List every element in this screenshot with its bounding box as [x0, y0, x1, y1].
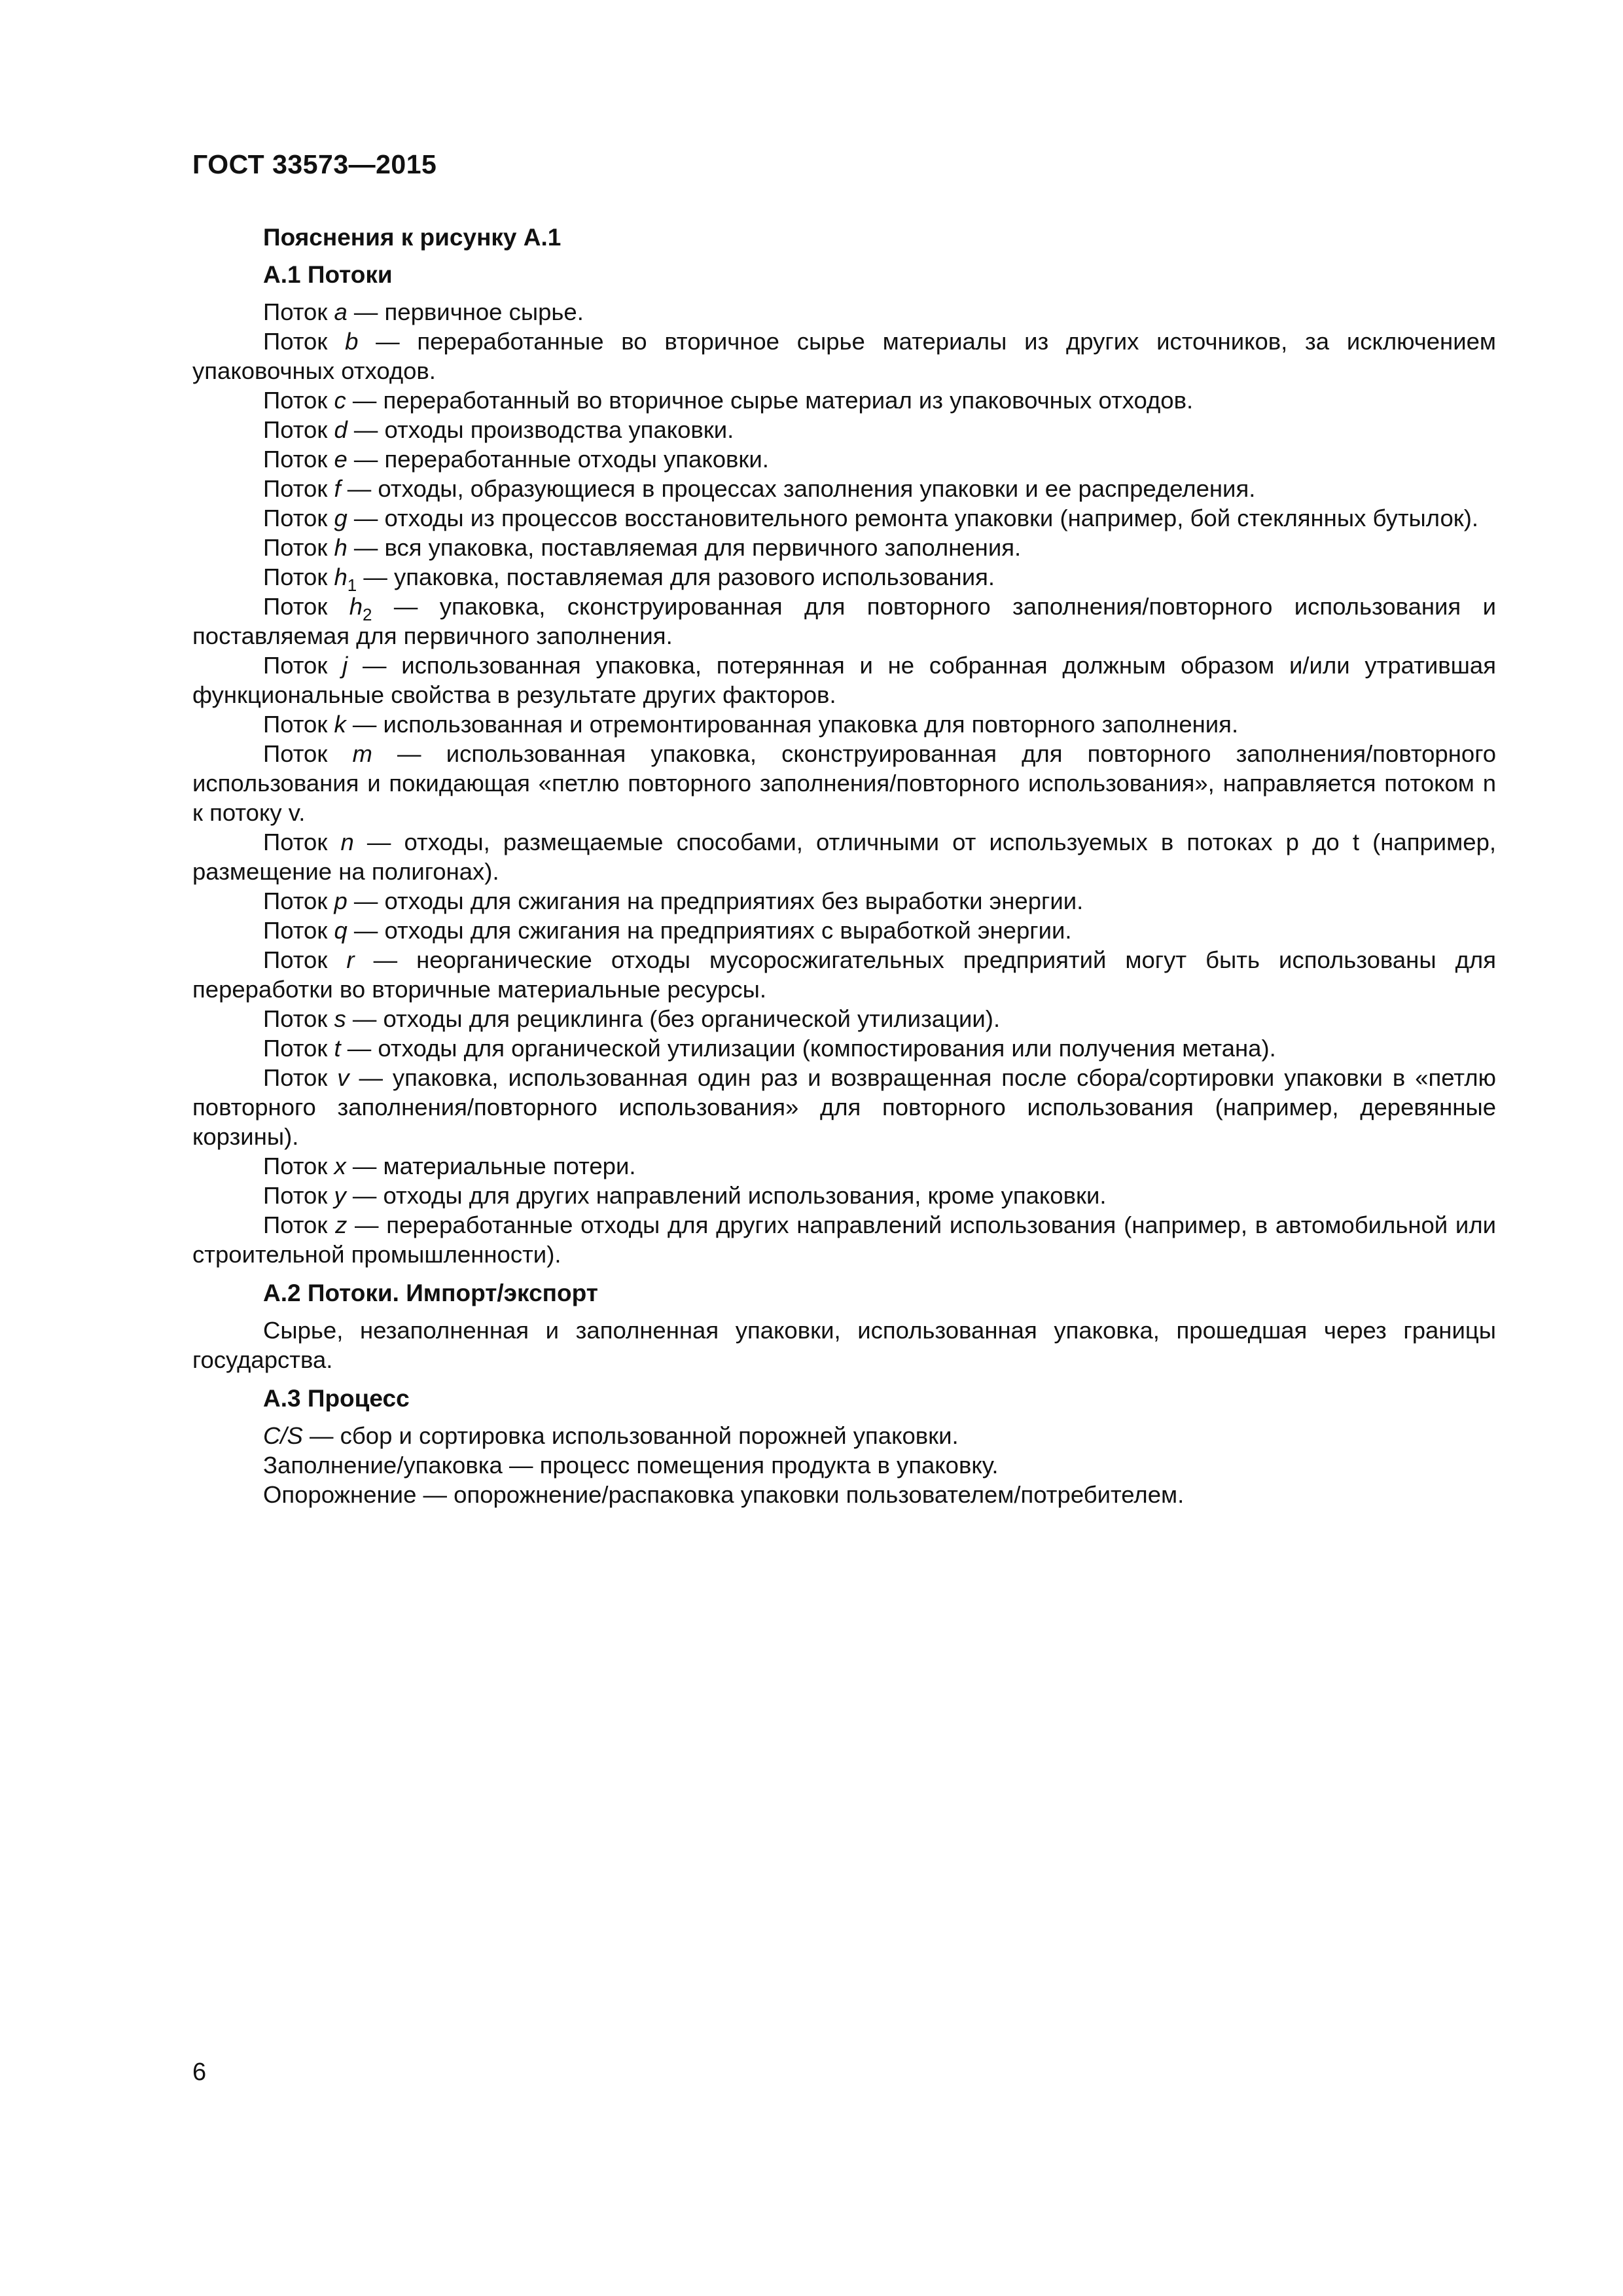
flow-term: g	[334, 505, 348, 531]
section-import-export-heading: А.2 Потоки. Импорт/экспорт	[263, 1280, 598, 1306]
flow-item	[192, 1033, 1496, 1063]
flow-prefix: Поток	[263, 328, 346, 355]
flow-prefix: Поток	[263, 946, 347, 973]
flow-item	[192, 415, 1496, 444]
flow-prefix: Поток	[263, 917, 334, 944]
flow-term: p	[334, 888, 348, 914]
flow-prefix: Поток	[263, 711, 334, 738]
flow-description: — отходы производства упаковки.	[347, 416, 734, 443]
process-item	[192, 1421, 1496, 1450]
flow-item	[192, 827, 1496, 886]
flow-prefix: Поток	[263, 446, 334, 473]
flow-item	[192, 386, 1496, 415]
flow-item	[192, 1063, 1496, 1151]
flow-item	[192, 739, 1496, 827]
flow-prefix: Поток	[263, 593, 349, 620]
flow-term-subscript: 2	[363, 605, 372, 624]
flow-list	[192, 297, 1496, 1269]
flow-description: — использованная упаковка, потерянная и не собранная должным образом и/или утратившая функциональные свойства в результате других факторов.	[192, 652, 1496, 708]
flow-term: c	[334, 387, 346, 414]
flow-term: j	[342, 652, 348, 679]
flow-term: y	[334, 1182, 346, 1209]
flow-item	[192, 1004, 1496, 1033]
flow-description: — отходы для сжигания на предприятиях с выработкой энергии.	[347, 917, 1072, 944]
flow-item	[192, 533, 1496, 562]
explanations-title: Пояснения к рисунку А.1	[263, 224, 562, 251]
flow-term: h	[334, 564, 348, 590]
flow-description: — отходы, образующиеся в процессах заполнения упаковки и ее распределения.	[340, 475, 1256, 502]
document-body	[192, 223, 1496, 1509]
flow-description: — отходы для рециклинга (без органической утилизации).	[346, 1005, 1001, 1032]
flow-term: e	[334, 446, 348, 473]
flow-prefix: Поток	[263, 1182, 334, 1209]
flow-term: h	[334, 534, 348, 561]
flow-term: b	[345, 328, 359, 355]
flow-term: x	[334, 1153, 346, 1179]
import-export-paragraph: Сырье, незаполненная и заполненная упаковки, использованная упаковка, прошедшая через границы государства.	[192, 1317, 1496, 1373]
flow-item	[192, 592, 1496, 651]
section-process-heading: А.3 Процесс	[263, 1385, 410, 1412]
flow-item	[192, 327, 1496, 386]
flow-prefix: Поток	[263, 888, 334, 914]
flow-description: — использованная и отремонтированная упаковка для повторного заполнения.	[346, 711, 1239, 738]
flow-description: — отходы для сжигания на предприятиях без выработки энергии.	[347, 888, 1084, 914]
flow-item	[192, 886, 1496, 916]
flow-description: — переработанный во вторичное сырье материал из упаковочных отходов.	[346, 387, 1194, 414]
flow-prefix: Поток	[263, 1153, 334, 1179]
flow-item	[192, 709, 1496, 739]
flow-item	[192, 1181, 1496, 1210]
page-number: 6	[192, 2058, 207, 2086]
flow-term-subscript: 1	[347, 575, 357, 595]
process-description: — сбор и сортировка использованной порожней упаковки.	[302, 1422, 959, 1449]
flow-description: — отходы, размещаемые способами, отличными от используемых в потоках p до t (например, размещение на полигонах).	[192, 829, 1497, 885]
flow-item	[192, 916, 1496, 945]
process-description: Заполнение/упаковка — процесс помещения продукта в упаковку.	[263, 1452, 999, 1479]
flow-term: s	[334, 1005, 346, 1032]
document-code-header: ГОСТ 33573—2015	[192, 149, 437, 179]
flow-item	[192, 503, 1496, 533]
flow-description: — вся упаковка, поставляемая для первичного заполнения.	[347, 534, 1022, 561]
flow-prefix: Поток	[263, 1035, 334, 1062]
process-description: Опорожнение — опорожнение/распаковка упаковки пользователем/потребителем.	[263, 1481, 1185, 1508]
section-flows-heading: А.1 Потоки	[263, 261, 393, 288]
flow-item	[192, 651, 1496, 709]
process-item	[192, 1480, 1496, 1509]
flow-term: z	[335, 1211, 348, 1238]
flow-term: f	[334, 475, 341, 502]
flow-prefix: Поток	[263, 740, 353, 767]
flow-prefix: Поток	[263, 475, 334, 502]
process-item	[192, 1450, 1496, 1480]
flow-term: h	[349, 593, 363, 620]
flow-description: — использованная упаковка, сконструированная для повторного заполнения/повторного использования и покидающая «петлю повторного заполнения/повторного использования», направляется потоком n к потоку v.	[192, 740, 1497, 826]
flow-item	[192, 1151, 1496, 1181]
flow-description: — отходы из процессов восстановительного ремонта упаковки (например, бой стеклянных бутылок).	[347, 505, 1479, 531]
flow-item	[192, 474, 1496, 503]
flow-item	[192, 1210, 1496, 1269]
flow-prefix: Поток	[263, 505, 334, 531]
flow-item	[192, 297, 1496, 327]
flow-term: k	[334, 711, 346, 738]
flow-description: — неорганические отходы мусоросжигательных предприятий могут быть использованы для переработки во вторичные материальные ресурсы.	[192, 946, 1496, 1003]
flow-prefix: Поток	[263, 534, 334, 561]
flow-prefix: Поток	[263, 652, 343, 679]
flow-prefix: Поток	[263, 298, 334, 325]
flow-prefix: Поток	[263, 829, 341, 855]
flow-description: — упаковка, поставляемая для разового использования.	[357, 564, 995, 590]
flow-prefix: Поток	[263, 416, 334, 443]
flow-term: d	[334, 416, 348, 443]
flow-description: — материальные потери.	[346, 1153, 636, 1179]
flow-description: — отходы для других направлений использования, кроме упаковки.	[346, 1182, 1107, 1209]
flow-description: — переработанные во вторичное сырье материалы из других источников, за исключением упаковочных отходов.	[192, 328, 1496, 384]
flow-term: a	[334, 298, 348, 325]
process-list	[192, 1421, 1496, 1509]
flow-term: m	[352, 740, 372, 767]
flow-description: — первичное сырье.	[347, 298, 584, 325]
flow-description: — переработанные отходы упаковки.	[347, 446, 769, 473]
flow-prefix: Поток	[263, 1064, 338, 1091]
process-term: C/S	[263, 1422, 303, 1449]
flow-prefix: Поток	[263, 1005, 334, 1032]
flow-description: — упаковка, сконструированная для повторного заполнения/повторного использования и поставляемая для первичного заполнения.	[192, 593, 1496, 649]
flow-term: v	[337, 1064, 349, 1091]
flow-description: — упаковка, использованная один раз и возвращенная после сбора/сортировки упаковки в «петлю повторного заполнения/повторного использования» для повторного использования (например, деревянные корзины).	[192, 1064, 1496, 1150]
flow-description: — отходы для органической утилизации (компостирования или получения метана).	[340, 1035, 1276, 1062]
flow-term: n	[340, 829, 354, 855]
flow-prefix: Поток	[263, 1211, 336, 1238]
flow-term: q	[334, 917, 348, 944]
flow-term: t	[334, 1035, 341, 1062]
flow-item	[192, 562, 1496, 595]
flow-term: r	[346, 946, 355, 973]
flow-description: — переработанные отходы для других направлений использования (например, в автомобильной или строительной промышленности).	[192, 1211, 1497, 1268]
flow-item	[192, 945, 1496, 1004]
flow-prefix: Поток	[263, 387, 334, 414]
flow-item	[192, 444, 1496, 474]
flow-prefix: Поток	[263, 564, 334, 590]
